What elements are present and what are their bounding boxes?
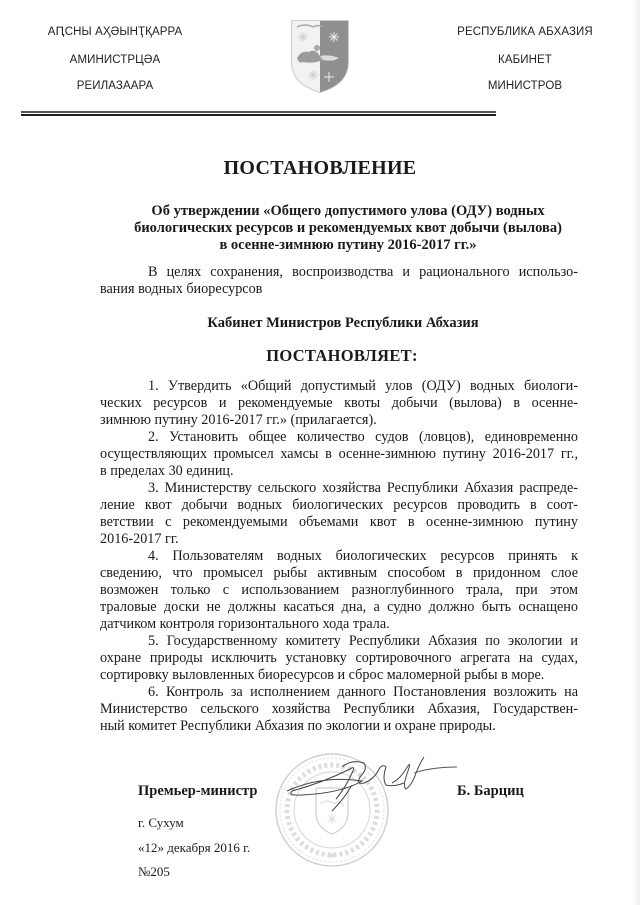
document-number: №205: [138, 864, 170, 879]
item-line: 2016-2017 гг.: [100, 531, 179, 547]
decree-item-4: [100, 548, 578, 633]
coat-of-arms-icon: [289, 18, 351, 94]
item-line: сортировку выловленных биоресурсов и сброс маломерной рыбы в море.: [100, 667, 545, 683]
handwritten-signature-icon: [282, 755, 457, 825]
item-line: датчиком контроля горизонтального хода трала.: [100, 616, 390, 632]
decree-items: [100, 378, 578, 735]
item-line: Министерство сельского хозяйства Республики Абхазия, Государствен-: [100, 701, 578, 717]
header-left-line-1: АԤСНЫ АҲӘЫНҬҚАРРА: [47, 26, 183, 38]
header-left-line-2: АМИНИСТРЦӘА: [69, 54, 161, 66]
header-right-line-3: МИНИСТРОВ: [487, 80, 563, 92]
item-line: 5. Государственному комитету Республики Абхазия по экологии и: [148, 633, 578, 649]
item-line: ный комитет Республики Абхазия по экологии и охране природы.: [100, 718, 496, 734]
issue-date: «12» декабря 2016 г.: [138, 840, 251, 855]
signatory-name: Б. Барциц: [457, 783, 524, 799]
subtitle-line: биологических ресурсов и рекомендуемых квот добычи (вылова): [134, 220, 562, 236]
page-edge-shadow: [632, 0, 640, 905]
item-line: осуществляющих промысел хамсы в осенне-зимнюю путину 2016-2017 гг.,: [100, 446, 578, 462]
header-divider: [21, 111, 496, 117]
intro-line: вания водных биоресурсов: [100, 281, 263, 297]
item-line: траловые доски не должны касаться дна, а судно должно быть оснащено: [100, 599, 578, 615]
header-right-line-2: КАБИНЕТ: [498, 54, 552, 66]
subtitle-line: в осенне-зимнюю путину 2016-2017 гг.»: [219, 237, 477, 253]
header-left-line-3: РЕИЛАЗААРА: [76, 80, 154, 92]
document-subtitle: [0, 203, 640, 254]
document-title: ПОСТАНОВЛЕНИЕ: [223, 157, 417, 179]
issuer-heading: Кабинет Министров Республики Абхазия: [207, 315, 479, 331]
item-line: ветствии с рекомендуемыми объемами квот в осенне-зимнюю путину: [100, 514, 578, 530]
item-line: ление квот добычи водных биологических ресурсов проводить в соот-: [100, 497, 578, 513]
intro-line: В целях сохранения, воспроизводства и рационального использо-: [148, 264, 578, 280]
header-divider-line-bottom: [21, 114, 496, 116]
svg-text:★: ★: [328, 851, 336, 860]
item-line: сведению, что промысел рыбы активным способом в придонном слое: [100, 565, 578, 581]
header-left-abkhaz: [40, 24, 190, 104]
item-line: 2. Установить общее количество судов (ловцов), единовременно: [148, 429, 578, 445]
item-line: 4. Пользователям водных биологических ресурсов принять к: [148, 548, 578, 564]
intro-paragraph: [100, 264, 578, 298]
decree-item-1: [100, 378, 578, 429]
header-divider-line-top: [21, 111, 496, 113]
item-line: ческих ресурсов и рекомендуемые квоты добычи (вылова) в осенне-: [100, 395, 578, 411]
header-right-line-1: РЕСПУБЛИКА АБХАЗИЯ: [457, 26, 593, 38]
signatory-position: Премьер-министр: [138, 783, 258, 799]
decree-item-3: [100, 480, 578, 548]
item-line: 6. Контроль за исполнением данного Постановления возложить на: [148, 684, 578, 700]
decree-heading: ПОСТАНОВЛЯЕТ:: [266, 346, 418, 365]
header-right-russian: [450, 24, 600, 104]
item-line: 1. Утвердить «Общий допустимый улов (ОДУ) водных биологи-: [148, 378, 578, 394]
decree-item-2: [100, 429, 578, 480]
item-line: охране природы исключить установку сортировочного агрегата на судах,: [100, 650, 578, 666]
issue-city: г. Сухум: [138, 815, 184, 830]
decree-item-5: [100, 633, 578, 684]
subtitle-line: Об утверждении «Общего допустимого улова (ОДУ) водных: [151, 203, 545, 219]
decree-item-6: [100, 684, 578, 735]
item-line: зимнюю путину 2016-2017 гг.» (прилагается).: [100, 412, 377, 428]
item-line: 3. Министерству сельского хозяйства Республики Абхазия распреде-: [148, 480, 578, 496]
item-line: возможен только с использованием разноглубинного трала, при этом: [100, 582, 578, 598]
item-line: в пределах 30 единиц.: [100, 463, 234, 479]
